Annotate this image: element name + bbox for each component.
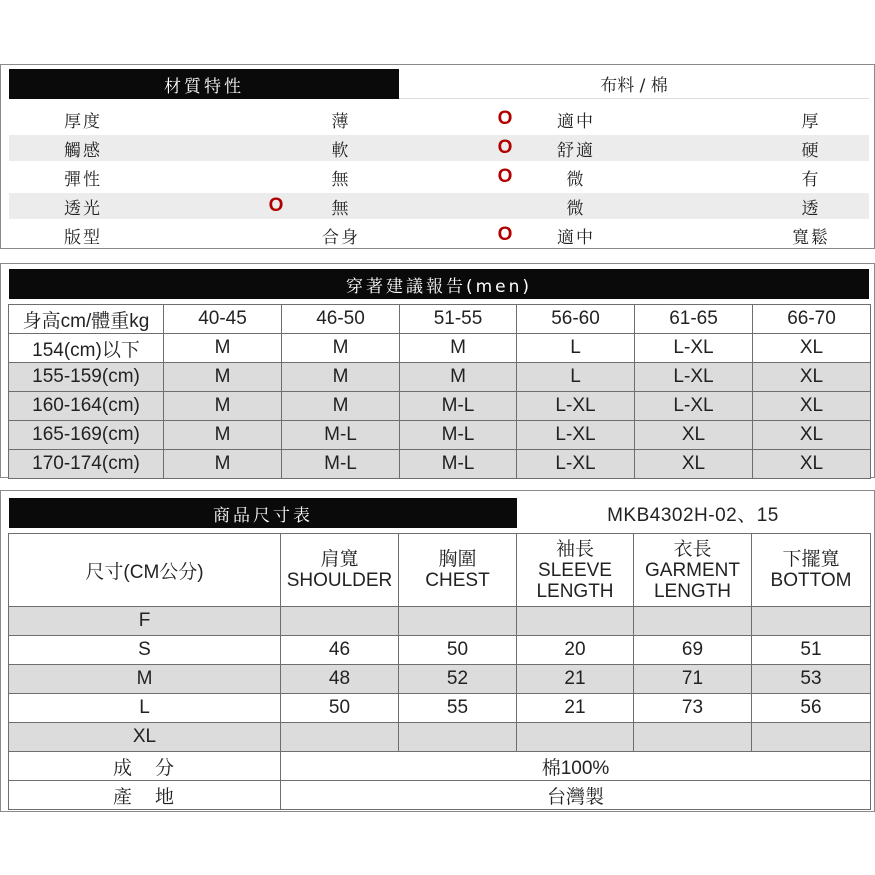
measure-header-line: 衣長: [673, 538, 712, 560]
recommended-size-cell: M-L: [400, 392, 517, 421]
material-high-value: 透: [801, 198, 821, 219]
recommended-size-cell: M: [400, 334, 517, 363]
measurement-cell: [634, 723, 752, 752]
measurement-cell: [281, 723, 399, 752]
measurement-cell: 50: [399, 636, 517, 665]
composition-label: 成 分: [9, 752, 281, 781]
material-row-label: 厚度: [64, 111, 102, 132]
recommended-size-cell: L: [517, 334, 635, 363]
material-low-value: 軟: [331, 140, 351, 161]
recommended-size-cell: M: [164, 363, 282, 392]
weight-range-header: 46-50: [282, 305, 400, 334]
material-mid-value: 適中: [557, 111, 595, 132]
weight-range-header: 51-55: [400, 305, 517, 334]
recommend-row: [9, 450, 871, 479]
recommended-size-cell: L-XL: [517, 450, 635, 479]
measure-header-line: LENGTH: [653, 580, 732, 602]
size-row: [9, 607, 871, 636]
measure-header-line: LENGTH: [536, 580, 614, 602]
product-code: MKB4302H-02、15: [607, 504, 779, 526]
material-row: [9, 164, 869, 190]
measure-header-line: 袖長: [555, 538, 594, 560]
recommended-size-cell: M-L: [400, 450, 517, 479]
recommend-row: [9, 392, 871, 421]
size-header-row: [9, 534, 871, 607]
measure-column-header: [281, 534, 399, 607]
weight-range-header: 56-60: [517, 305, 635, 334]
size-row: [9, 665, 871, 694]
selection-mark: O: [497, 108, 513, 129]
size-row: [9, 694, 871, 723]
measurement-cell: 55: [399, 694, 517, 723]
material-high-value: 硬: [801, 140, 821, 161]
measure-column-header: [752, 534, 871, 607]
size-label-cell: M: [9, 665, 281, 694]
material-high-value: 厚: [801, 111, 821, 132]
recommended-size-cell: L-XL: [635, 334, 753, 363]
recommended-size-cell: M: [164, 392, 282, 421]
recommended-size-cell: XL: [753, 421, 871, 450]
recommended-size-cell: M-L: [400, 421, 517, 450]
material-mid-value: 微: [566, 198, 586, 219]
size-label-cell: S: [9, 636, 281, 665]
recommended-size-cell: L-XL: [517, 421, 635, 450]
recommended-size-cell: M-L: [282, 450, 400, 479]
material-title: 材質特性: [9, 69, 399, 99]
measurement-cell: 52: [399, 665, 517, 694]
recommend-row: [9, 421, 871, 450]
measurement-cell: 51: [752, 636, 871, 665]
measure-column-header: [634, 534, 752, 607]
measurement-cell: [399, 723, 517, 752]
size-row: [9, 723, 871, 752]
size-panel: [0, 490, 875, 812]
measure-header-line: 下擺寬: [782, 549, 840, 570]
weight-range-header: 40-45: [164, 305, 282, 334]
recommended-size-cell: XL: [635, 450, 753, 479]
measurement-cell: 50: [281, 694, 399, 723]
recommended-size-cell: L-XL: [517, 392, 635, 421]
recommended-size-cell: M: [164, 334, 282, 363]
material-row: [9, 106, 869, 132]
recommended-size-cell: M: [400, 363, 517, 392]
size-label-cell: XL: [9, 723, 281, 752]
measurement-cell: 20: [517, 636, 634, 665]
recommend-header-row: [9, 305, 871, 334]
measure-header-line: GARMENT: [645, 559, 740, 581]
size-title: 商品尺寸表: [9, 498, 517, 528]
measurement-cell: 71: [634, 665, 752, 694]
recommended-size-cell: M-L: [282, 421, 400, 450]
material-row-label: 觸感: [64, 140, 102, 161]
selection-mark: O: [497, 166, 513, 187]
height-range-cell: 165-169(cm): [9, 421, 164, 450]
measurement-cell: 21: [517, 694, 634, 723]
recommended-size-cell: M: [164, 450, 282, 479]
recommend-title: 穿著建議報告(men): [9, 269, 869, 299]
measurement-cell: 46: [281, 636, 399, 665]
weight-range-header: 66-70: [753, 305, 871, 334]
material-row: [9, 135, 869, 161]
recommended-size-cell: L-XL: [635, 363, 753, 392]
material-mid-value: 微: [566, 169, 586, 190]
size-unit-header: 尺寸(CM公分): [9, 534, 281, 607]
selection-mark: O: [497, 137, 513, 158]
size-label-cell: F: [9, 607, 281, 636]
measure-header-line: 肩寬: [320, 549, 359, 570]
composition-value: 棉100%: [281, 752, 871, 781]
material-low-value: 無: [331, 169, 351, 190]
recommended-size-cell: XL: [753, 334, 871, 363]
measurement-cell: [517, 607, 634, 636]
material-mid-value: 舒適: [557, 140, 595, 161]
measure-column-header: [517, 534, 634, 607]
measurement-cell: 73: [634, 694, 752, 723]
measurement-cell: [752, 607, 871, 636]
height-range-cell: 160-164(cm): [9, 392, 164, 421]
measure-header-line: SLEEVE: [538, 559, 612, 581]
measurement-cell: [517, 723, 634, 752]
measurement-cell: 69: [634, 636, 752, 665]
material-row-label: 彈性: [64, 169, 102, 190]
material-high-value: 有: [801, 169, 821, 190]
material-low-value: 合身: [322, 227, 360, 248]
recommended-size-cell: M: [282, 363, 400, 392]
recommend-row: [9, 363, 871, 392]
recommended-size-cell: M: [282, 334, 400, 363]
measurement-cell: [399, 607, 517, 636]
material-row-label: 透光: [64, 198, 102, 219]
origin-label: 產 地: [9, 781, 281, 810]
measurement-cell: 53: [752, 665, 871, 694]
recommended-size-cell: L-XL: [635, 392, 753, 421]
measurement-cell: 48: [281, 665, 399, 694]
recommend-row: [9, 334, 871, 363]
recommended-size-cell: XL: [753, 363, 871, 392]
height-range-cell: 155-159(cm): [9, 363, 164, 392]
origin-row: [9, 781, 871, 810]
weight-range-header: 61-65: [635, 305, 753, 334]
recommended-size-cell: XL: [753, 392, 871, 421]
measure-header-line: BOTTOM: [770, 570, 852, 591]
material-low-value: 無: [331, 198, 351, 219]
measurement-cell: [281, 607, 399, 636]
material-high-value: 寬鬆: [792, 227, 830, 248]
height-range-cell: 170-174(cm): [9, 450, 164, 479]
material-row-label: 版型: [64, 227, 102, 248]
fabric-label: 布料 / 棉: [399, 69, 869, 99]
height-range-cell: 154(cm)以下: [9, 334, 164, 363]
size-label-cell: L: [9, 694, 281, 723]
recommended-size-cell: M: [282, 392, 400, 421]
measure-header-line: SHOULDER: [286, 570, 393, 591]
measure-header-line: 胸圍: [438, 549, 477, 570]
material-mid-value: 適中: [557, 227, 595, 248]
size-row: [9, 636, 871, 665]
recommended-size-cell: L: [517, 363, 635, 392]
measurement-cell: [634, 607, 752, 636]
material-low-value: 薄: [331, 111, 351, 132]
measurement-cell: 21: [517, 665, 634, 694]
composition-row: [9, 752, 871, 781]
recommended-size-cell: XL: [635, 421, 753, 450]
measure-header-line: CHEST: [425, 570, 490, 591]
recommend-table: [8, 304, 871, 479]
height-weight-header: 身高cm/體重kg: [9, 305, 164, 334]
size-table: [8, 533, 871, 810]
selection-mark: O: [497, 224, 513, 245]
recommended-size-cell: XL: [753, 450, 871, 479]
recommended-size-cell: M: [164, 421, 282, 450]
measurement-cell: [752, 723, 871, 752]
material-panel: [0, 64, 875, 249]
origin-value: 台灣製: [281, 781, 871, 810]
recommend-panel: [0, 263, 875, 478]
measurement-cell: 56: [752, 694, 871, 723]
selection-mark: O: [268, 195, 284, 216]
measure-column-header: [399, 534, 517, 607]
material-row: [9, 193, 869, 219]
material-row: [9, 222, 869, 248]
